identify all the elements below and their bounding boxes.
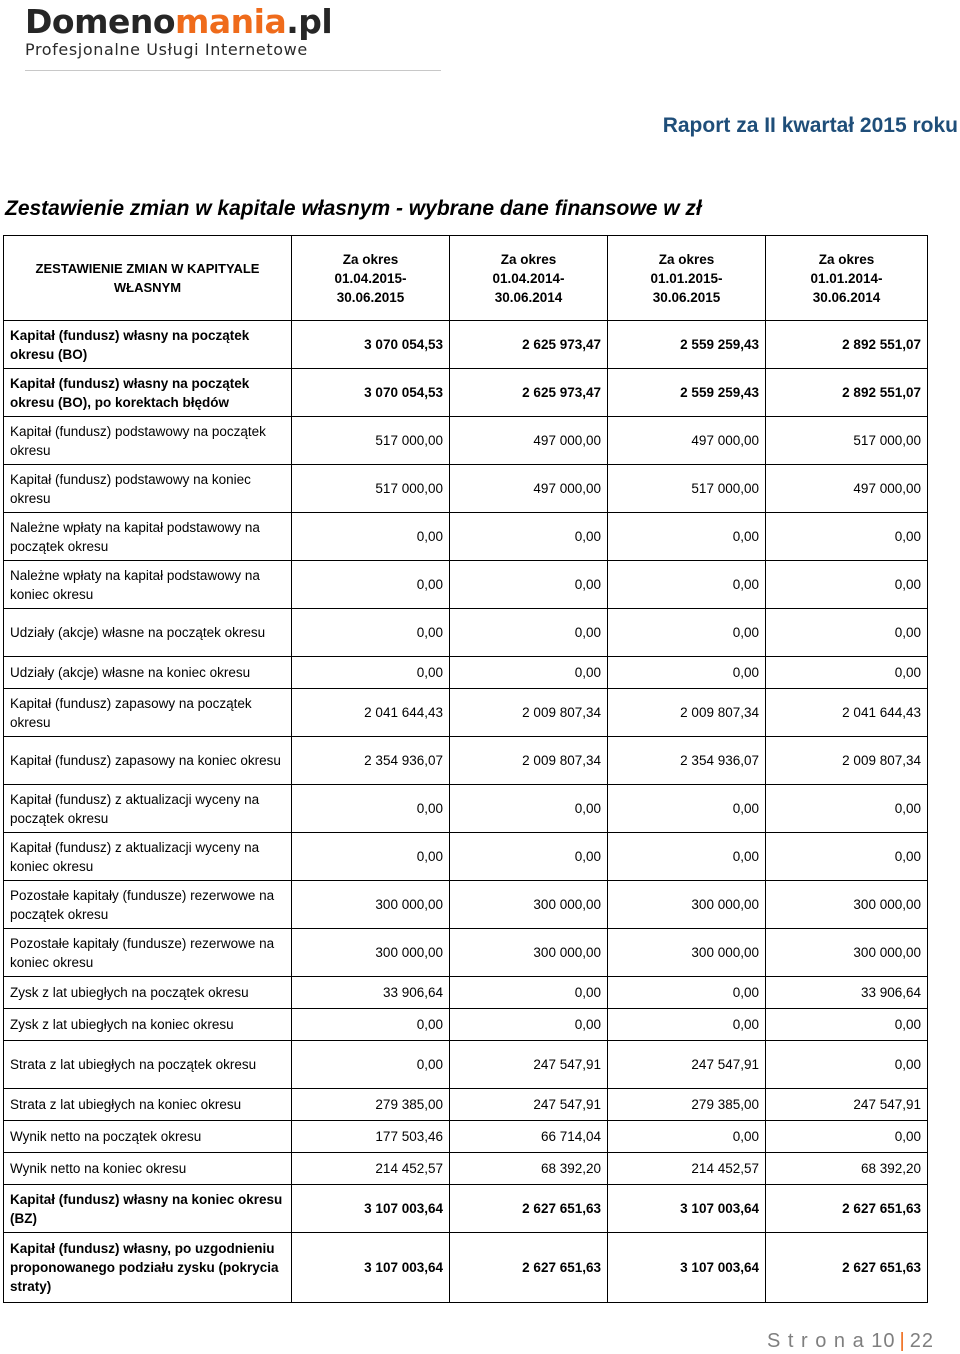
row-label: Kapitał (fundusz) z aktualizacji wyceny na początek okresu (4, 785, 292, 833)
row-label: Wynik netto na początek okresu (4, 1121, 292, 1153)
table-row (4, 785, 928, 833)
row-value: 2 009 807,34 (450, 737, 608, 785)
row-label: Kapitał (fundusz) własny na początek okresu (BO) (4, 321, 292, 369)
table-row (4, 1121, 928, 1153)
row-value: 497 000,00 (766, 465, 928, 513)
column-header-line: Za okres (658, 251, 715, 267)
row-value: 0,00 (292, 1009, 450, 1041)
row-label: Udziały (akcje) własne na początek okresu (4, 609, 292, 657)
row-value: 0,00 (766, 561, 928, 609)
table-row (4, 657, 928, 689)
table-row (4, 465, 928, 513)
row-value: 2 041 644,43 (766, 689, 928, 737)
row-value: 33 906,64 (766, 977, 928, 1009)
table-row (4, 369, 928, 417)
column-header-line: 30.06.2015 (652, 289, 721, 305)
row-value: 0,00 (292, 833, 450, 881)
row-value: 0,00 (766, 833, 928, 881)
row-label: Kapitał (fundusz) zapasowy na koniec okresu (4, 737, 292, 785)
row-value: 0,00 (450, 785, 608, 833)
column-header-line: 01.04.2015- (334, 270, 407, 286)
column-header-line: 30.06.2014 (494, 289, 563, 305)
row-value: 3 107 003,64 (292, 1233, 450, 1303)
column-header-line: 01.01.2015- (650, 270, 723, 286)
row-label: Kapitał (fundusz) z aktualizacji wyceny na koniec okresu (4, 833, 292, 881)
row-value: 300 000,00 (608, 929, 766, 977)
row-label: Udziały (akcje) własne na koniec okresu (4, 657, 292, 689)
row-value: 0,00 (766, 513, 928, 561)
row-value: 517 000,00 (292, 465, 450, 513)
row-label: Zysk z lat ubiegłych na koniec okresu (4, 1009, 292, 1041)
row-label: Należne wpłaty na kapitał podstawowy na początek okresu (4, 513, 292, 561)
row-value: 0,00 (608, 513, 766, 561)
table-row (4, 321, 928, 369)
row-value: 2 009 807,34 (766, 737, 928, 785)
row-label: Wynik netto na koniec okresu (4, 1153, 292, 1185)
row-value: 0,00 (766, 1041, 928, 1089)
row-value: 68 392,20 (450, 1153, 608, 1185)
row-value: 66 714,04 (450, 1121, 608, 1153)
row-value: 3 107 003,64 (292, 1185, 450, 1233)
column-header (292, 236, 450, 321)
row-value: 0,00 (608, 657, 766, 689)
table-row (4, 1041, 928, 1089)
row-value: 300 000,00 (766, 881, 928, 929)
row-value: 0,00 (292, 609, 450, 657)
row-value: 0,00 (766, 1009, 928, 1041)
row-value: 300 000,00 (608, 881, 766, 929)
row-value: 497 000,00 (450, 417, 608, 465)
row-value: 3 107 003,64 (608, 1185, 766, 1233)
column-header (450, 236, 608, 321)
table-row (4, 1089, 928, 1121)
table-row (4, 833, 928, 881)
row-value: 214 452,57 (292, 1153, 450, 1185)
row-value: 497 000,00 (450, 465, 608, 513)
page-footer (767, 1330, 934, 1353)
section-title: Zestawienie zmian w kapitale własnym - wybrane dane finansowe w zł (5, 197, 702, 220)
row-value: 2 041 644,43 (292, 689, 450, 737)
row-value: 2 625 973,47 (450, 321, 608, 369)
row-value: 0,00 (766, 609, 928, 657)
column-header-line: Za okres (342, 251, 399, 267)
column-header-line: 01.01.2014- (810, 270, 883, 286)
row-value: 2 625 973,47 (450, 369, 608, 417)
row-value: 0,00 (450, 609, 608, 657)
row-label: Kapitał (fundusz) zapasowy na początek okresu (4, 689, 292, 737)
table-row (4, 609, 928, 657)
row-value: 0,00 (608, 833, 766, 881)
row-value: 497 000,00 (608, 417, 766, 465)
logo-part-2: mania (175, 2, 287, 41)
row-value: 279 385,00 (608, 1089, 766, 1121)
row-value: 279 385,00 (292, 1089, 450, 1121)
row-value: 2 009 807,34 (450, 689, 608, 737)
row-value: 0,00 (608, 977, 766, 1009)
row-value: 2 627 651,63 (766, 1233, 928, 1303)
row-value: 2 559 259,43 (608, 369, 766, 417)
report-title: Raport za II kwartał 2015 roku (662, 114, 958, 137)
row-value: 0,00 (450, 977, 608, 1009)
table-row (4, 1185, 928, 1233)
logo-wordmark (25, 2, 332, 42)
logo-tagline: Profesjonalne Usługi Internetowe (25, 40, 308, 59)
row-value: 0,00 (766, 657, 928, 689)
row-value: 517 000,00 (608, 465, 766, 513)
table-header-label: ZESTAWIENIE ZMIAN W KAPITYALE WŁASNYM (4, 236, 292, 321)
row-value: 300 000,00 (450, 881, 608, 929)
table-row (4, 977, 928, 1009)
row-value: 0,00 (608, 609, 766, 657)
row-value: 214 452,57 (608, 1153, 766, 1185)
row-value: 247 547,91 (766, 1089, 928, 1121)
row-value: 300 000,00 (450, 929, 608, 977)
row-value: 0,00 (450, 561, 608, 609)
row-value: 0,00 (450, 657, 608, 689)
row-value: 300 000,00 (292, 881, 450, 929)
row-value: 517 000,00 (766, 417, 928, 465)
footer-separator: | (899, 1330, 906, 1352)
row-value: 300 000,00 (292, 929, 450, 977)
header-divider (25, 70, 441, 71)
row-value: 0,00 (608, 1009, 766, 1041)
row-value: 0,00 (292, 785, 450, 833)
row-value: 68 392,20 (766, 1153, 928, 1185)
company-logo (25, 2, 332, 59)
row-label: Należne wpłaty na kapitał podstawowy na koniec okresu (4, 561, 292, 609)
row-value: 177 503,46 (292, 1121, 450, 1153)
row-value: 2 009 807,34 (608, 689, 766, 737)
row-value: 2 559 259,43 (608, 321, 766, 369)
footer-label: S t r o n a (767, 1330, 865, 1352)
row-value: 517 000,00 (292, 417, 450, 465)
table-row (4, 737, 928, 785)
row-value: 2 892 551,07 (766, 321, 928, 369)
row-label: Pozostałe kapitały (fundusze) rezerwowe na początek okresu (4, 881, 292, 929)
row-value: 247 547,91 (450, 1089, 608, 1121)
row-label: Kapitał (fundusz) podstawowy na początek okresu (4, 417, 292, 465)
row-label: Kapitał (fundusz) własny, po uzgodnieniu proponowanego podziału zysku (pokrycia straty) (4, 1233, 292, 1303)
row-value: 0,00 (292, 561, 450, 609)
row-value: 2 627 651,63 (450, 1233, 608, 1303)
row-label: Strata z lat ubiegłych na początek okresu (4, 1041, 292, 1089)
row-value: 0,00 (766, 785, 928, 833)
row-value: 3 070 054,53 (292, 321, 450, 369)
column-header (608, 236, 766, 321)
row-value: 3 107 003,64 (608, 1233, 766, 1303)
footer-page-number: 10 (871, 1330, 896, 1352)
table-row (4, 1009, 928, 1041)
footer-page-total: 22 (909, 1330, 934, 1352)
row-label: Zysk z lat ubiegłych na początek okresu (4, 977, 292, 1009)
row-value: 3 070 054,53 (292, 369, 450, 417)
table-row (4, 881, 928, 929)
row-value: 33 906,64 (292, 977, 450, 1009)
row-value: 0,00 (608, 561, 766, 609)
row-label: Strata z lat ubiegłych na koniec okresu (4, 1089, 292, 1121)
row-value: 0,00 (292, 657, 450, 689)
table-row (4, 929, 928, 977)
row-value: 0,00 (766, 1121, 928, 1153)
row-value: 247 547,91 (608, 1041, 766, 1089)
row-value: 0,00 (450, 833, 608, 881)
column-header-line: Za okres (818, 251, 875, 267)
table-row (4, 561, 928, 609)
row-value: 0,00 (450, 513, 608, 561)
row-value: 0,00 (292, 1041, 450, 1089)
row-label: Kapitał (fundusz) własny na koniec okresu (BZ) (4, 1185, 292, 1233)
table-row (4, 513, 928, 561)
table-row (4, 1153, 928, 1185)
row-value: 2 627 651,63 (450, 1185, 608, 1233)
row-value: 0,00 (450, 1009, 608, 1041)
row-value: 2 892 551,07 (766, 369, 928, 417)
row-value: 0,00 (608, 785, 766, 833)
column-header (766, 236, 928, 321)
logo-part-3: .pl (286, 2, 333, 41)
column-header-line: 30.06.2015 (336, 289, 405, 305)
column-header-line: 30.06.2014 (812, 289, 881, 305)
row-value: 2 354 936,07 (608, 737, 766, 785)
logo-part-1: Domeno (25, 2, 175, 41)
column-header-line: Za okres (500, 251, 557, 267)
row-value: 2 354 936,07 (292, 737, 450, 785)
row-value: 300 000,00 (766, 929, 928, 977)
row-value: 0,00 (292, 513, 450, 561)
column-header-line: 01.04.2014- (492, 270, 565, 286)
table-row (4, 689, 928, 737)
table-row (4, 1233, 928, 1303)
row-label: Kapitał (fundusz) własny na początek okresu (BO), po korektach błędów (4, 369, 292, 417)
row-value: 247 547,91 (450, 1041, 608, 1089)
row-value: 2 627 651,63 (766, 1185, 928, 1233)
table-row (4, 417, 928, 465)
equity-changes-table (3, 235, 928, 1303)
row-label: Kapitał (fundusz) podstawowy na koniec okresu (4, 465, 292, 513)
row-value: 0,00 (608, 1121, 766, 1153)
table-header-row (4, 236, 928, 321)
row-label: Pozostałe kapitały (fundusze) rezerwowe na koniec okresu (4, 929, 292, 977)
